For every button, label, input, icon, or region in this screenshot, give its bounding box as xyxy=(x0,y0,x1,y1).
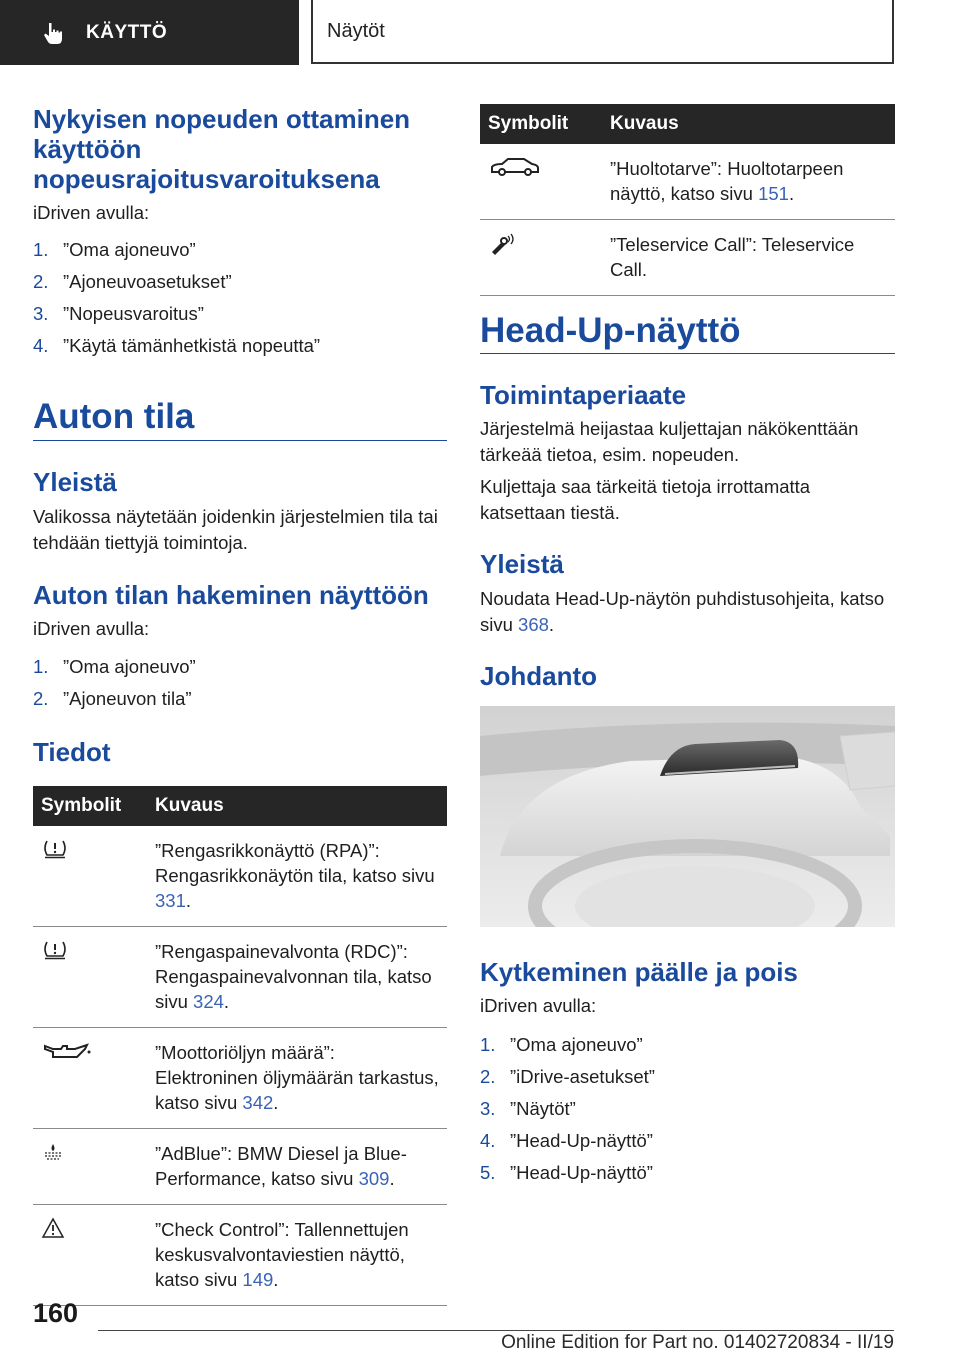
page-link[interactable]: 324 xyxy=(193,991,224,1012)
hand-pointer-icon xyxy=(40,20,66,46)
page-link[interactable]: 342 xyxy=(242,1092,274,1113)
section-header xyxy=(311,0,894,64)
list-item: 4. ”Head-Up-näyttö” xyxy=(480,1130,653,1151)
list-item: 2. ”iDrive-asetukset” xyxy=(480,1066,655,1087)
fetch-intro: iDriven avulla: xyxy=(33,618,150,639)
title-rule xyxy=(33,440,447,441)
hud-dashboard-photo xyxy=(480,706,895,927)
col-header-symbol: Symbolit xyxy=(480,104,610,144)
table-row: ”Rengaspainevalvonta (RDC)”: Rengaspainevalvonnan tila, katso sivu 324. xyxy=(33,927,447,1028)
list-item: 4. ”Käytä tämänhetkistä nopeutta” xyxy=(33,335,321,356)
col-header-desc: Kuvaus xyxy=(610,104,895,144)
table-row: ”Check Control”: Tallennettujen keskusvalvontaviestien näyttö, katso sivu 149. xyxy=(33,1205,447,1306)
fetch-heading: Auton tilan hakeminen näyttöön xyxy=(33,580,429,610)
general-text: Valikossa näytetään joidenkin järjestelmien tila tai tehdään tiettyjä toimintoja. xyxy=(33,506,438,553)
speed-heading: Nykyisen nopeuden ottaminen käyttöön nopeusrajoitusvaroituksena xyxy=(33,104,411,194)
table-row: ”Moottoriöljyn määrä”: Elektroninen öljymäärän tarkastus, katso sivu 342. xyxy=(33,1028,447,1129)
table-row: ”AdBlue”: BMW Diesel ja Blue-Performance, katso sivu 309. xyxy=(33,1129,447,1205)
col-header-desc: Kuvaus xyxy=(155,786,447,826)
hud-title: Head-Up-näyttö xyxy=(480,311,741,350)
toggle-steps xyxy=(480,1029,895,1189)
fetch-steps xyxy=(33,651,443,715)
list-item: 2. ”Ajoneuvoasetukset” xyxy=(33,271,232,292)
page-link[interactable]: 149 xyxy=(242,1269,274,1290)
status-title: Auton tila xyxy=(33,397,195,436)
warning-triangle-icon xyxy=(41,1217,65,1239)
status-symbols-table xyxy=(33,786,447,1306)
list-item: 5. ”Head-Up-näyttö” xyxy=(480,1162,653,1183)
speed-steps xyxy=(33,234,443,362)
list-item: 1. ”Oma ajoneuvo” xyxy=(33,239,196,260)
list-item: 2. ”Ajoneuvon tila” xyxy=(33,688,192,709)
page-link[interactable]: 309 xyxy=(358,1168,390,1189)
car-service-icon xyxy=(488,156,542,180)
intro-heading: Johdanto xyxy=(480,661,597,691)
title-rule xyxy=(480,353,895,354)
chapter-label: KÄYTTÖ xyxy=(86,21,168,43)
tire-pressure-icon xyxy=(41,939,69,961)
list-item: 3. ”Nopeusvaroitus” xyxy=(33,303,204,324)
oil-can-icon xyxy=(41,1040,93,1062)
speed-intro: iDriven avulla: xyxy=(33,202,150,223)
page-link[interactable]: 331 xyxy=(155,890,186,911)
table-row: ”Rengasrikkonäyttö (RPA)”: Rengasrikkonäytön tila, katso sivu 331. xyxy=(33,826,447,927)
chapter-tab[interactable] xyxy=(0,0,299,65)
footer-rule xyxy=(98,1330,894,1331)
table-row: ”Teleservice Call”: Teleservice Call. xyxy=(480,220,895,296)
principle-heading: Toimintaperiaate xyxy=(480,380,687,410)
col-header-symbol: Symbolit xyxy=(33,786,155,826)
list-item: 3. ”Näytöt” xyxy=(480,1098,576,1119)
adblue-icon xyxy=(41,1141,65,1163)
toggle-heading: Kytkeminen päälle ja pois xyxy=(480,957,798,987)
tire-warning-icon xyxy=(41,838,69,860)
table-row: ”Huoltotarve”: Huoltotarpeen näyttö, katso sivu 151. xyxy=(480,144,895,220)
page-link[interactable]: 368 xyxy=(518,614,549,635)
page-number: 160 xyxy=(33,1298,79,1328)
principle-p2: Kuljettaja saa tärkeitä tietoja irrottamatta katsettaan tiestä. xyxy=(480,476,811,523)
section-label: Näytöt xyxy=(327,19,385,42)
service-symbols-table xyxy=(480,104,895,296)
footer-edition: Online Edition for Part no. 01402720834 - II/19 xyxy=(501,1332,894,1353)
wrench-signal-icon xyxy=(488,232,518,256)
info-heading: Tiedot xyxy=(33,737,111,767)
principle-p1: Järjestelmä heijastaa kuljettajan näkökenttään tärkeää tietoa, esim. nopeuden. xyxy=(480,418,859,465)
page-link[interactable]: 151 xyxy=(758,183,789,204)
general-heading-right: Yleistä xyxy=(480,549,564,579)
general-text-right: Noudata Head-Up-näytön puhdistusohjeita, katso sivu 368. xyxy=(480,588,885,635)
list-item: 1. ”Oma ajoneuvo” xyxy=(33,656,196,677)
list-item: 1. ”Oma ajoneuvo” xyxy=(480,1034,643,1055)
toggle-intro: iDriven avulla: xyxy=(480,995,597,1016)
general-heading: Yleistä xyxy=(33,467,117,497)
